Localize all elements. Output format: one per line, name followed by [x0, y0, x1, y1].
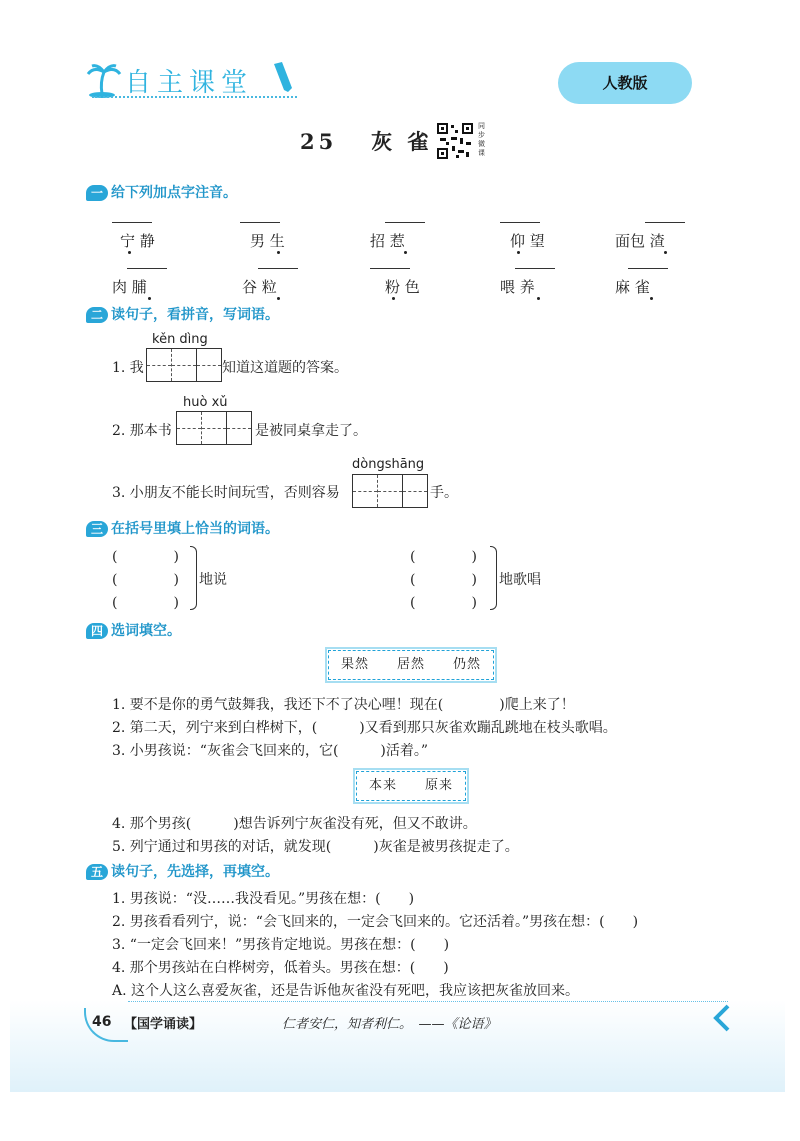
pencil-icon [268, 60, 296, 94]
page-number: 46 [92, 1014, 112, 1030]
pinyin-hint: kěn dìng [152, 332, 208, 347]
emphasis-dot [664, 251, 667, 254]
word-choice-box: 本来 原来 [356, 771, 466, 801]
question-text: 4. 那个男孩( )想告诉列宁灰雀没有死，但又不敢讲。 [112, 816, 477, 832]
pinyin-blank[interactable] [645, 222, 685, 223]
word-item: 招 惹 [370, 232, 405, 250]
footer-tag: 【国学诵读】 [124, 1017, 203, 1032]
pinyin-hint: dòngshāng [352, 457, 425, 472]
pinyin-blank[interactable] [500, 222, 540, 223]
brace [490, 546, 497, 610]
word-item: 宁 静 [120, 232, 155, 250]
question-text: 2. 男孩看看列宁，说：“会飞回来的，一定会飞回来的。它还活着。”男孩在想：( ) [112, 914, 639, 930]
pinyin-blank[interactable] [370, 268, 410, 269]
question-text: 1. 我 [112, 360, 144, 376]
word-item: 麻 雀 [615, 278, 650, 296]
fill-paren[interactable]: ( ) [410, 572, 477, 588]
question-text: 知道这道题的答案。 [222, 360, 348, 376]
emphasis-dot [392, 297, 395, 300]
pinyin-blank[interactable] [258, 268, 298, 269]
word-item: 仰 望 [510, 232, 545, 250]
writing-grid[interactable] [146, 348, 222, 382]
pinyin-blank[interactable] [515, 268, 555, 269]
word-item: 男 生 [250, 232, 285, 250]
section-2-title: 二 读句子，看拼音，写词语。 [86, 304, 279, 324]
emphasis-dot [517, 251, 520, 254]
question-text: 5. 列宁通过和男孩的对话，就发现( )灰雀是被男孩捉走了。 [112, 839, 519, 855]
brace [190, 546, 197, 610]
pinyin-hint: huò xǔ [183, 395, 228, 410]
question-text: 是被同桌拿走了。 [255, 423, 367, 439]
emphasis-dot [537, 297, 540, 300]
fill-paren[interactable]: ( ) [112, 595, 179, 611]
emphasis-dot [650, 297, 653, 300]
question-text: 3. 小朋友不能长时间玩雪，否则容易 [112, 485, 340, 501]
question-text: 2. 那本书 [112, 423, 172, 439]
footer-divider [128, 1001, 728, 1002]
palm-tree-icon [86, 62, 122, 98]
question-text: 3. 小男孩说：“灰雀会飞回来的，它( )活着。” [112, 743, 429, 759]
fill-paren[interactable]: ( ) [410, 549, 477, 565]
word-item: 谷 粒 [242, 278, 277, 296]
section-4-title: 四 选词填空。 [86, 620, 181, 640]
word-choice-box: 果然 居然 仍然 [328, 650, 494, 680]
question-text: 4. 那个男孩站在白桦树旁，低着头。男孩在想：( ) [112, 960, 449, 976]
word-item: 肉 脯 [112, 278, 147, 296]
emphasis-dot [277, 297, 280, 300]
question-text: 1. 要不是你的勇气鼓舞我，我还下不了决心哩！现在( )爬上来了！ [112, 697, 575, 713]
header-divider [92, 96, 297, 98]
pinyin-blank[interactable] [112, 222, 152, 223]
suffix-text: 地说 [199, 572, 227, 588]
qr-code-icon[interactable] [436, 122, 474, 160]
word-item: 面包 渣 [615, 232, 665, 250]
pinyin-blank[interactable] [628, 268, 668, 269]
pinyin-blank[interactable] [240, 222, 280, 223]
fill-paren[interactable]: ( ) [112, 549, 179, 565]
section-3-title: 三 在括号里填上恰当的词语。 [86, 518, 279, 538]
section-1-title: 一 给下列加点字注音。 [86, 182, 237, 202]
section-5-title: 五 读句子，先选择，再填空。 [86, 861, 279, 881]
word-item: 粉 色 [385, 278, 420, 296]
writing-grid[interactable] [352, 474, 428, 508]
question-text: 3. “一定会飞回来！”男孩肯定地说。男孩在想：( ) [112, 937, 450, 953]
pinyin-blank[interactable] [127, 268, 167, 269]
answer-option: A. 这个人这么喜爱灰雀，还是告诉他灰雀没有死吧，我应该把灰雀放回来。 [112, 983, 580, 999]
brand-title: 自主课堂 [125, 68, 254, 98]
question-text: 手。 [430, 485, 458, 501]
fill-paren[interactable]: ( ) [410, 595, 477, 611]
pinyin-blank[interactable] [385, 222, 425, 223]
emphasis-dot [148, 297, 151, 300]
emphasis-dot [404, 251, 407, 254]
edition-badge: 人教版 [558, 62, 692, 104]
suffix-text: 地歌唱 [499, 572, 541, 588]
fill-paren[interactable]: ( ) [112, 572, 179, 588]
chevron-left-icon[interactable] [712, 1004, 732, 1032]
word-item: 喂 养 [500, 278, 535, 296]
emphasis-dot [128, 251, 131, 254]
footer-quote: 仁者安仁，知者利仁。 ——《论语》 [282, 1017, 497, 1032]
writing-grid[interactable] [176, 411, 252, 445]
question-text: 2. 第二天，列宁来到白桦树下，( )又看到那只灰雀欢蹦乱跳地在枝头歌唱。 [112, 720, 617, 736]
question-text: 1. 男孩说：“没……我没看见。”男孩在想：( ) [112, 891, 415, 907]
qr-label: 同步微课 [478, 122, 485, 157]
emphasis-dot [277, 251, 280, 254]
lesson-title: 25 灰 雀 [300, 129, 433, 154]
